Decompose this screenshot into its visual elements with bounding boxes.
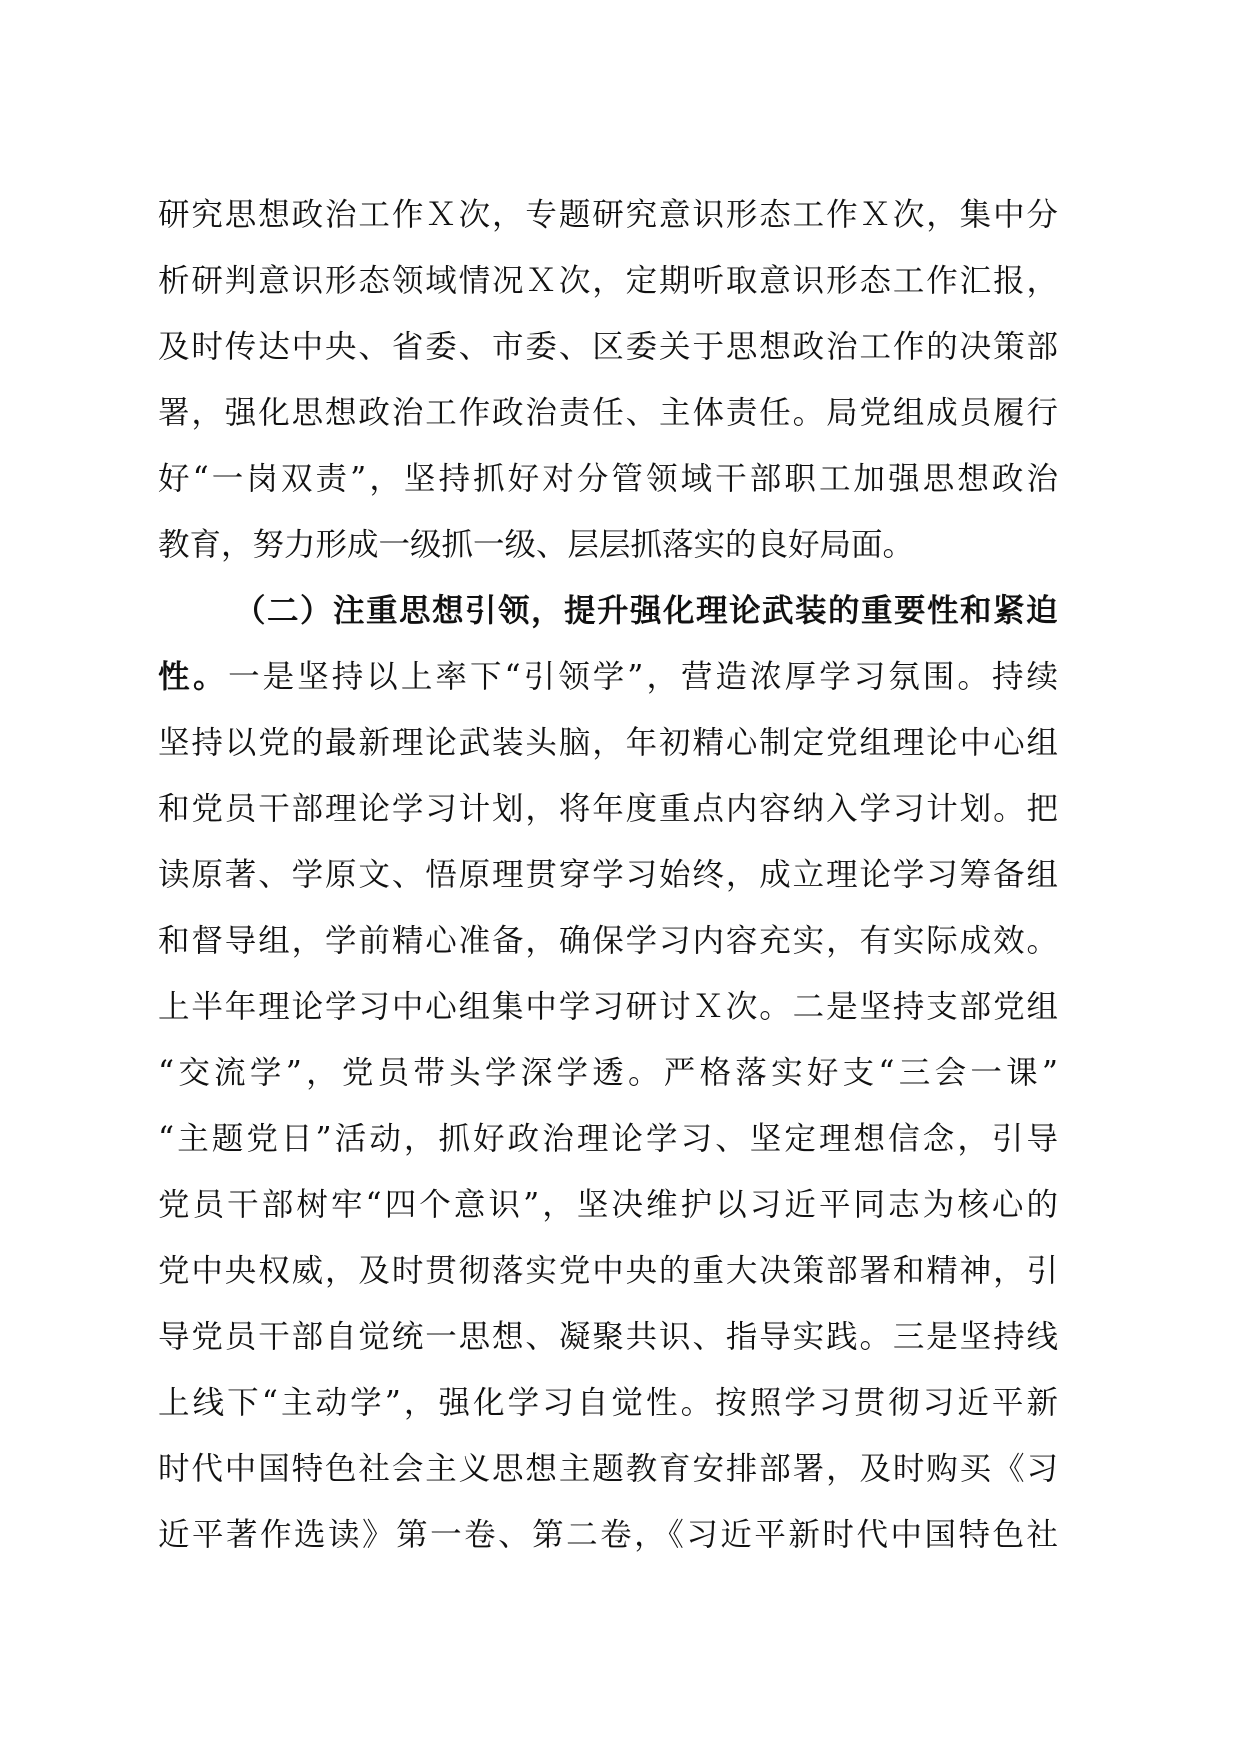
text-line: 导党员干部自觉统一思想、凝聚共识、指导实践。三是坚持线 <box>158 1319 1058 1355</box>
text-line: 署，强化思想政治工作政治责任、主体责任。局党组成员履行 <box>158 395 1058 431</box>
section-heading: （二）注重思想引领，提升强化理论武装的重要性和紧迫 <box>234 593 1058 629</box>
heading-continuation-line <box>158 644 1058 710</box>
text-line: 好“一岗双责”，坚持抓好对分管领域干部职工加强思想政治 <box>158 461 1058 497</box>
text-line: 读原著、学原文、悟原理贯穿学习始终，成立理论学习筹备组 <box>158 857 1058 893</box>
text-line: 及时传达中央、省委、市委、区委关于思想政治工作的决策部 <box>158 329 1058 365</box>
text-line: 党员干部树牢“四个意识”，坚决维护以习近平同志为核心的 <box>158 1187 1058 1223</box>
text-line: 和督导组，学前精心准备，确保学习内容充实，有实际成效。 <box>158 923 1058 959</box>
text-line: “交流学”，党员带头学深学透。严格落实好支“三会一课” <box>158 1055 1058 1091</box>
text-line: 坚持以党的最新理论武装头脑，年初精心制定党组理论中心组 <box>158 725 1058 761</box>
section-heading-end: 性。 <box>158 659 229 695</box>
text-line: 一是坚持以上率下“引领学”，营造浓厚学习氛围。持续 <box>228 659 1058 695</box>
text-line: 析研判意识形态领域情况Ｘ次，定期听取意识形态工作汇报， <box>158 263 1058 299</box>
document-body <box>158 182 1058 1568</box>
text-line: 和党员干部理论学习计划，将年度重点内容纳入学习计划。把 <box>158 791 1058 827</box>
text-line: 上线下“主动学”，强化学习自觉性。按照学习贯彻习近平新 <box>158 1385 1058 1421</box>
text-line: 教育，努力形成一级抓一级、层层抓落实的良好局面。 <box>158 527 915 563</box>
text-line: 上半年理论学习中心组集中学习研讨Ｘ次。二是坚持支部党组 <box>158 989 1058 1025</box>
text-line: 近平著作选读》第一卷、第二卷，《习近平新时代中国特色社 <box>158 1517 1058 1553</box>
text-line: 时代中国特色社会主义思想主题教育安排部署，及时购买《习 <box>158 1451 1058 1487</box>
text-line: “主题党日”活动，抓好政治理论学习、坚定理想信念，引导 <box>158 1121 1058 1157</box>
text-line: 党中央权威，及时贯彻落实党中央的重大决策部署和精神，引 <box>158 1253 1058 1289</box>
text-line: 研究思想政治工作Ｘ次，专题研究意识形态工作Ｘ次，集中分 <box>158 197 1058 233</box>
